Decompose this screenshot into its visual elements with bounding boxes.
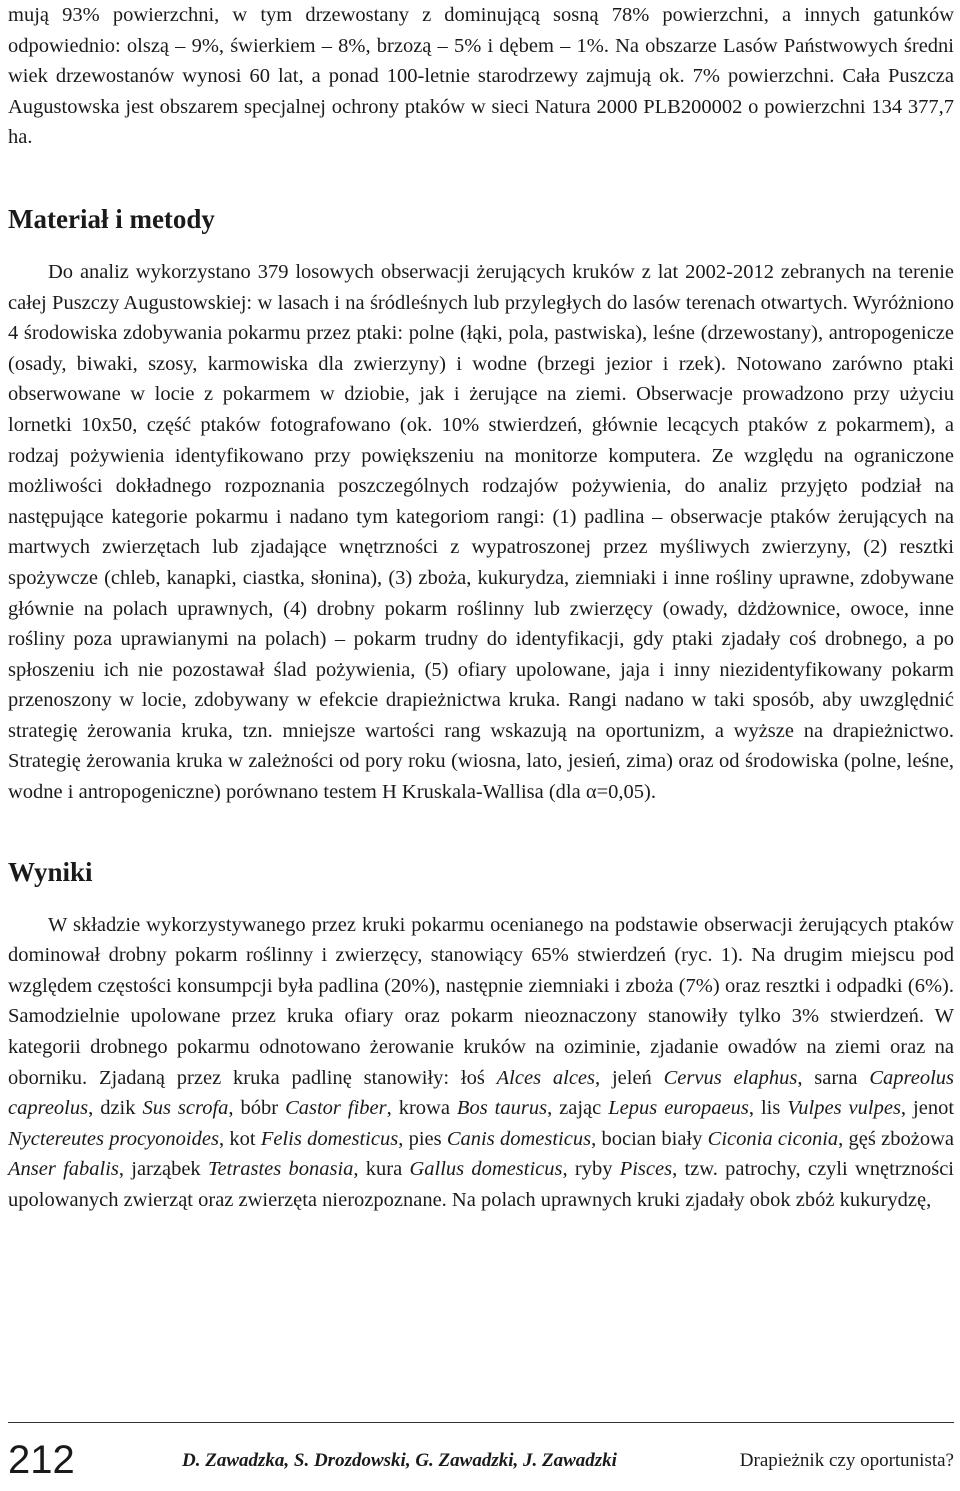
species-name: Capreolus capreolus bbox=[8, 1066, 955, 1120]
species-name: Sus scrofa bbox=[142, 1097, 229, 1120]
page-body bbox=[8, 0, 954, 1216]
species-name: Tetrastes bonasia bbox=[207, 1158, 354, 1181]
intro-paragraph: mują 93% powierzchni, w tym drzewostany z dominującą sosną 78% powierzchni, a innych gatunków odpowiednio: olszą – 9%, świerkiem – 8%, brzozą – 5% i dębem – 1%. Na obszarze Lasów Państwowych średni wiek drzewostanów wynosi 60 lat, a ponad 100-letnie starodrzewy zajmują ok. 7% powierzchni. Cała Puszcza Augustowska jest obszarem specjalnej ochrony ptaków w sieci Natura 2000 PLB200002 o powierzchni 134 377,7 ha. bbox=[8, 4, 954, 149]
results-text: , zając bbox=[547, 1097, 609, 1120]
species-name: Lepus europaeus bbox=[608, 1097, 749, 1120]
results-text: , dzik bbox=[88, 1097, 143, 1120]
running-authors: D. Zawadzka, S. Drozdowski, G. Zawadzki, J. Zawadzki bbox=[182, 1450, 617, 1471]
page-number: 212 bbox=[8, 1438, 75, 1482]
species-name: Nyctereutes procyonoides bbox=[8, 1127, 219, 1150]
results-text: , jeleń bbox=[595, 1066, 664, 1089]
footer-divider bbox=[8, 1422, 954, 1423]
species-name: Ciconia ciconia bbox=[707, 1127, 839, 1150]
results-text: , jenot bbox=[900, 1097, 955, 1120]
species-name: Castor fiber bbox=[285, 1097, 387, 1120]
species-name: Anser fabalis bbox=[8, 1158, 119, 1181]
results-text: , gęś zbożowa bbox=[838, 1127, 955, 1150]
results-text: , pies bbox=[398, 1127, 447, 1150]
species-name: Vulpes vulpes bbox=[787, 1097, 901, 1120]
results-text: , bóbr bbox=[228, 1097, 286, 1120]
species-name: Canis domesticus bbox=[446, 1127, 592, 1150]
running-title: Drapieżnik czy oportunista? bbox=[739, 1450, 954, 1471]
results-text: , bocian biały bbox=[591, 1127, 708, 1150]
results-text: , lis bbox=[748, 1097, 788, 1120]
results-text: , sarna bbox=[797, 1066, 870, 1089]
results-paragraph bbox=[8, 910, 954, 1216]
section-heading-results: Wyniki bbox=[8, 856, 93, 887]
species-name: Pisces bbox=[619, 1158, 673, 1181]
species-name: Bos taurus bbox=[456, 1097, 548, 1120]
results-text: W składzie wykorzystywanego przez kruki pokarmu ocenianego na podstawie obserwacji żerujących ptaków dominował drobny pokarm roślinny i zwierzęcy, stanowiący 65% stwierdzeń (ryc. 1). Na drugim miejscu pod względem częstości konsumpcji była padlina (20%), następnie ziemniaki i zboża (7%) oraz resztki i odpadki (6%). Samodzielnie upolowane przez kruka ofiary oraz pokarm nieoznaczony stanowiły tylko 3% stwierdzeń. W kategorii drobnego pokarmu odnotowano żerowanie kruków na oziminie, zjadanie owadów na ziemi oraz na oborniku. Zjadaną przez kruka padlinę stanowiły: łoś bbox=[8, 913, 954, 1089]
results-text: , ryby bbox=[562, 1158, 620, 1181]
results-text: , krowa bbox=[386, 1097, 457, 1120]
results-text: , kura bbox=[353, 1158, 410, 1181]
results-text: , tzw. patrochy, czyli wnętrzności upolowanych zwierząt oraz zwierzęta nierozpoznane. Na polach uprawnych kruki zjadały obok zbóż kukurydzę, bbox=[8, 1158, 954, 1211]
methods-paragraph: Do analiz wykorzystano 379 losowych obserwacji żerujących kruków z lat 2002-2012 zebranych na terenie całej Puszczy Augustowskiej: w lasach i na śródleśnych lub przyległych do lasów terenach otwartych. Wyróżniono 4 środowiska zdobywania pokarmu przez ptaki: polne (łąki, pola, pastwiska), leśne (drzewostany), antropogenicze (osady, biwaki, szosy, karmowiska dla zwierzyny) i wodne (brzegi jezior i rzek). Notowano zarówno ptaki obserwowane w locie z pokarmem w dziobie, jak i żerujące na ziemi. Obserwacje prowadzono przy użyciu lornetki 10x50, część ptaków fotografowano (ok. 10% stwierdzeń, głównie lecących ptaków z pokarmem), a rodzaj pożywienia identyfikowano przy powiększeniu na monitorze komputera. Ze względu na ograniczone możliwości dokładnego rozpoznania poszczególnych rodzajów pożywienia, do analiz przyjęto podział na następujące kategorie pokarmu i nadano tym kategoriom rangi: (1) padlina – obserwacje ptaków żerujących na martwych zwierzętach lub zjadające wnętrzności z wypatroszonej przez myśliwych zwierzyny, (2) resztki spożywcze (chleb, kanapki, ciastka, słonina), (3) zboża, kukurydza, ziemniaki i inne rośliny uprawne, zdobywane głównie na polach uprawnych, (4) drobny pokarm roślinny lub zwierzęcy (owady, dżdżownice, owoce, inne rośliny poza uprawianymi na polach) – pokarm trudny do identyfikacji, gdy ptaki zjadały coś drobnego, a po spłoszeniu ich nie pozostawał ślad pożywienia, (5) ofiary upolowane, jaja i inny niezidentyfikowany pokarm przenoszony w locie, zdobywany w efekcie drapieżnictwa kruka. Rangi nadano w taki sposób, aby uwzględnić strategię żerowania kruka, tzn. mniejsze wartości rang wskazują na oportunizm, a wyższe na drapieżnictwo. Strategię żerowania kruka w zależności od pory roku (wiosna, lato, jesień, zima) oraz od środowiska (polne, leśne, wodne i antropogeniczne) porównano testem H Kruskala-Wallisa (dla α=0,05). bbox=[8, 260, 954, 804]
species-name: Felis domesticus bbox=[260, 1127, 399, 1150]
species-name: Gallus domesticus bbox=[409, 1158, 563, 1181]
species-name: Alces alces bbox=[496, 1066, 595, 1089]
results-text: , jarząbek bbox=[118, 1158, 208, 1181]
results-text: , kot bbox=[218, 1127, 261, 1150]
species-name: Cervus elaphus bbox=[663, 1066, 798, 1089]
section-heading-methods: Materiał i metody bbox=[8, 203, 215, 234]
